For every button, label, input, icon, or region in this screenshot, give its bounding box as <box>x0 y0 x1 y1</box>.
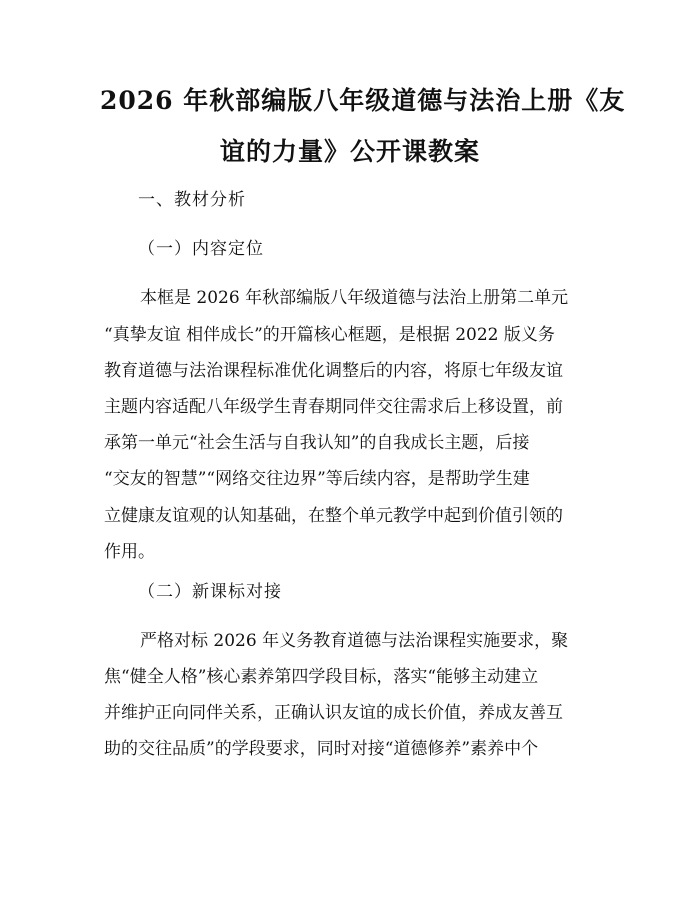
paragraph-2-line-3: 并维护正向同伴关系，正确认识友谊的成长价值，养成友善互 <box>104 703 563 723</box>
paragraph-2-line-2: 焦“健全人格”核心素养第四学段目标，落实“能够主动建立 <box>104 667 539 687</box>
subsection-heading-content-positioning: （一）内容定位 <box>138 239 264 259</box>
document-title-line-1: 2026 年秋部编版八年级道德与法治上册《友 <box>100 86 626 115</box>
paragraph-1-line-4: 主题内容适配八年级学生青春期同伴交往需求后上移设置，前 <box>104 397 563 417</box>
document-title-line-2: 谊的力量》公开课教案 <box>219 137 480 166</box>
section-heading-textbook-analysis: 一、教材分析 <box>138 190 246 210</box>
paragraph-1-line-1: 本框是 2026 年秋部编版八年级道德与法治上册第二单元 <box>140 288 569 308</box>
subsection-heading-new-curriculum: （二）新课标对接 <box>138 582 282 602</box>
paragraph-2-line-1: 严格对标 2026 年义务教育道德与法治课程实施要求，聚 <box>140 631 569 651</box>
paragraph-1-line-7: 立健康友谊观的认知基础，在整个单元教学中起到价值引领的 <box>104 506 563 526</box>
paragraph-1-line-8: 作用。 <box>104 542 155 562</box>
paragraph-2-line-4: 助的交往品质”的学段要求，同时对接“道德修养”素养中个 <box>104 739 539 759</box>
paragraph-1-line-2: “真挚友谊 相伴成长”的开篇核心框题，是根据 2022 版义务 <box>104 325 555 345</box>
paragraph-1-line-3: 教育道德与法治课程标准优化调整后的内容，将原七年级友谊 <box>104 361 563 381</box>
paragraph-1-line-6: “交友的智慧”“网络交往边界”等后续内容，是帮助学生建 <box>104 469 530 489</box>
paragraph-1-line-5: 承第一单元“社会生活与自我认知”的自我成长主题，后接 <box>104 433 530 453</box>
